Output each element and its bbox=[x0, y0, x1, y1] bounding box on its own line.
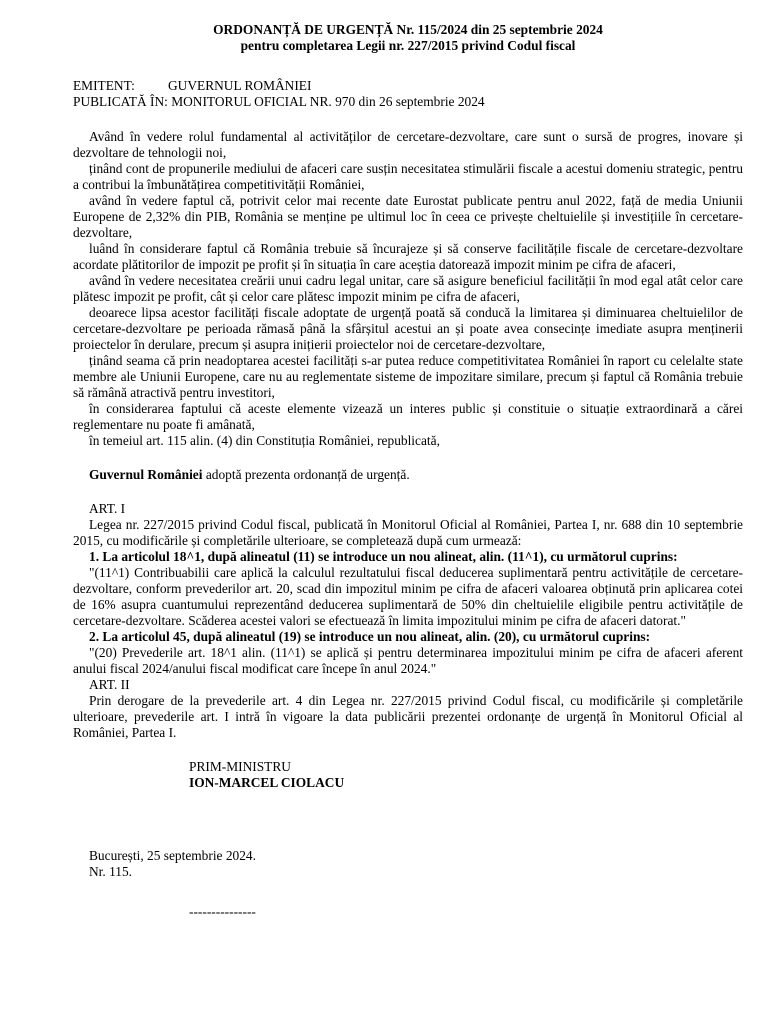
place-date: București, 25 septembrie 2024. bbox=[89, 848, 256, 863]
preamble bbox=[73, 129, 743, 449]
document-title: ORDONANȚĂ DE URGENȚĂ Nr. 115/2024 din 25 septembrie 2024 bbox=[213, 22, 603, 37]
preamble-paragraph: Având în vedere rolul fundamental al activităților de cercetare-dezvoltare, care sunt o sursă de progres, inovare și dezvoltare de tehnologii noi, bbox=[73, 129, 743, 160]
preamble-paragraph: având în vedere faptul că, potrivit celor mai recente date Eurostat publicate pentru anul 2022, față de media Uniunii Europene de 2,32% din PIB, România se menține pe ultimul loc în ceea ce privește cheltuielile și investițiile în cercetare-dezvoltare, bbox=[73, 193, 743, 240]
separator-line: --------------- bbox=[189, 904, 256, 919]
article-2 bbox=[73, 677, 743, 741]
signature-block bbox=[73, 759, 743, 791]
article-text: Prin derogare de la prevederile art. 4 din Legea nr. 227/2015 privind Codul fiscal, cu modificările și completările ulterioare, prevederile art. I intră în vigoare la data publicării prezentei ordonanțe de urgență în Monitorul Oficial al României, Partea I. bbox=[73, 693, 743, 740]
article-point-text: "(11^1) Contribuabilii care aplică la calculul rezultatului fiscal deducerea suplimentară pentru activitățile de cercetare-dezvoltare, conform prevederilor art. 20, scad din impozitul minim pe cifra de afaceri valoarea obținută prin aplicarea cotei de 16% asupra cuantumului reprezentând deducerea suplimentară de 50% din cheltuielile eligibile pentru activitățile de cercetare-dezvoltare. Scăderea acestei valori se efectuează în limita impozitului minim pe cifra de afaceri datorat." bbox=[73, 565, 743, 628]
preamble-paragraph: ținând cont de propunerile mediului de afaceri care susțin necesitatea stimulării fiscale a acestui domeniu strategic, pentru a contribui la îmbunătățirea competitivității României, bbox=[73, 161, 743, 192]
emitent-line bbox=[73, 78, 743, 94]
government-adoption-text: adoptă prezenta ordonanță de urgență. bbox=[202, 467, 410, 482]
document-number: Nr. 115. bbox=[89, 864, 133, 879]
emitent-value: GUVERNUL ROMÂNIEI bbox=[168, 78, 312, 93]
footer-block bbox=[73, 848, 743, 880]
article-1 bbox=[73, 501, 743, 677]
article-heading: ART. II bbox=[89, 677, 130, 692]
article-point-text: "(20) Prevederile art. 18^1 alin. (11^1) se aplică și pentru determinarea impozitului minim pe cifra de afaceri aferent anului fiscal 2024/anului fiscal modificat care începe în anul 2024." bbox=[73, 645, 743, 676]
document-subtitle: pentru completarea Legii nr. 227/2015 privind Codul fiscal bbox=[240, 38, 576, 53]
article-heading: ART. I bbox=[89, 501, 126, 516]
document-page bbox=[73, 22, 743, 920]
published-line: PUBLICATĂ ÎN: MONITORUL OFICIAL NR. 970 din 26 septembrie 2024 bbox=[73, 94, 485, 109]
preamble-paragraph: având în vedere necesitatea creării unui cadru legal unitar, care să asigure beneficiul facilității în mod egal atât celor care plătesc impozit pe profit, cât și celor care plătesc impozit minim pe cifra de afaceri, bbox=[73, 273, 743, 304]
preamble-paragraph: în temeiul art. 115 alin. (4) din Constituția României, republicată, bbox=[89, 433, 440, 448]
emitent-label: EMITENT: bbox=[73, 78, 135, 93]
signature-role: PRIM-MINISTRU bbox=[189, 759, 291, 774]
preamble-paragraph: luând în considerare faptul că România trebuie să încurajeze și să conserve facilitățile fiscale de cercetare-dezvoltare acordate plătitorilor de impozit pe profit și în situația în care aceștia datorează impozit minim pe cifra de afaceri, bbox=[73, 241, 743, 272]
article-intro: Legea nr. 227/2015 privind Codul fiscal, publicată în Monitorul Oficial al României, Partea I, nr. 688 din 10 septembrie 2015, cu modificările și completările ulterioare, se completează după cum urmează: bbox=[73, 517, 743, 548]
government-name: Guvernul României bbox=[89, 467, 203, 482]
preamble-paragraph: ținând seama că prin neadoptarea acestei facilități s-ar putea reduce competitivitatea României în raport cu celelalte state membre ale Uniunii Europene, care nu au reglementate sisteme de impozitare similare, precum și faptul că România trebuie să rămână atractivă pentru investitori, bbox=[73, 353, 743, 400]
article-point-heading: 2. La articolul 45, după alineatul (19) se introduce un nou alineat, alin. (20), cu următorul cuprins: bbox=[89, 629, 651, 644]
article-point-heading: 1. La articolul 18^1, după alineatul (11) se introduce un nou alineat, alin. (11^1), cu următorul cuprins: bbox=[89, 549, 678, 564]
signature-name: ION-MARCEL CIOLACU bbox=[189, 775, 345, 790]
document-meta bbox=[73, 78, 743, 110]
preamble-paragraph: în considerarea faptului că aceste elemente vizează un interes public și constituie o situație extraordinară a cărei reglementare nu poate fi amânată, bbox=[73, 401, 743, 432]
government-adoption bbox=[73, 467, 743, 483]
preamble-paragraph: deoarece lipsa acestor facilități fiscale adoptate de urgență poată să conducă la limitarea și diminuarea cheltuielilor de cercetare-dezvoltare pe perioada rămasă până la sfârșitul acestui an și poate avea consecințe imediate asupra menținerii proiectelor în derulare, precum și asupra inițierii proiectelor noi de cercetare-dezvoltare, bbox=[73, 305, 743, 352]
